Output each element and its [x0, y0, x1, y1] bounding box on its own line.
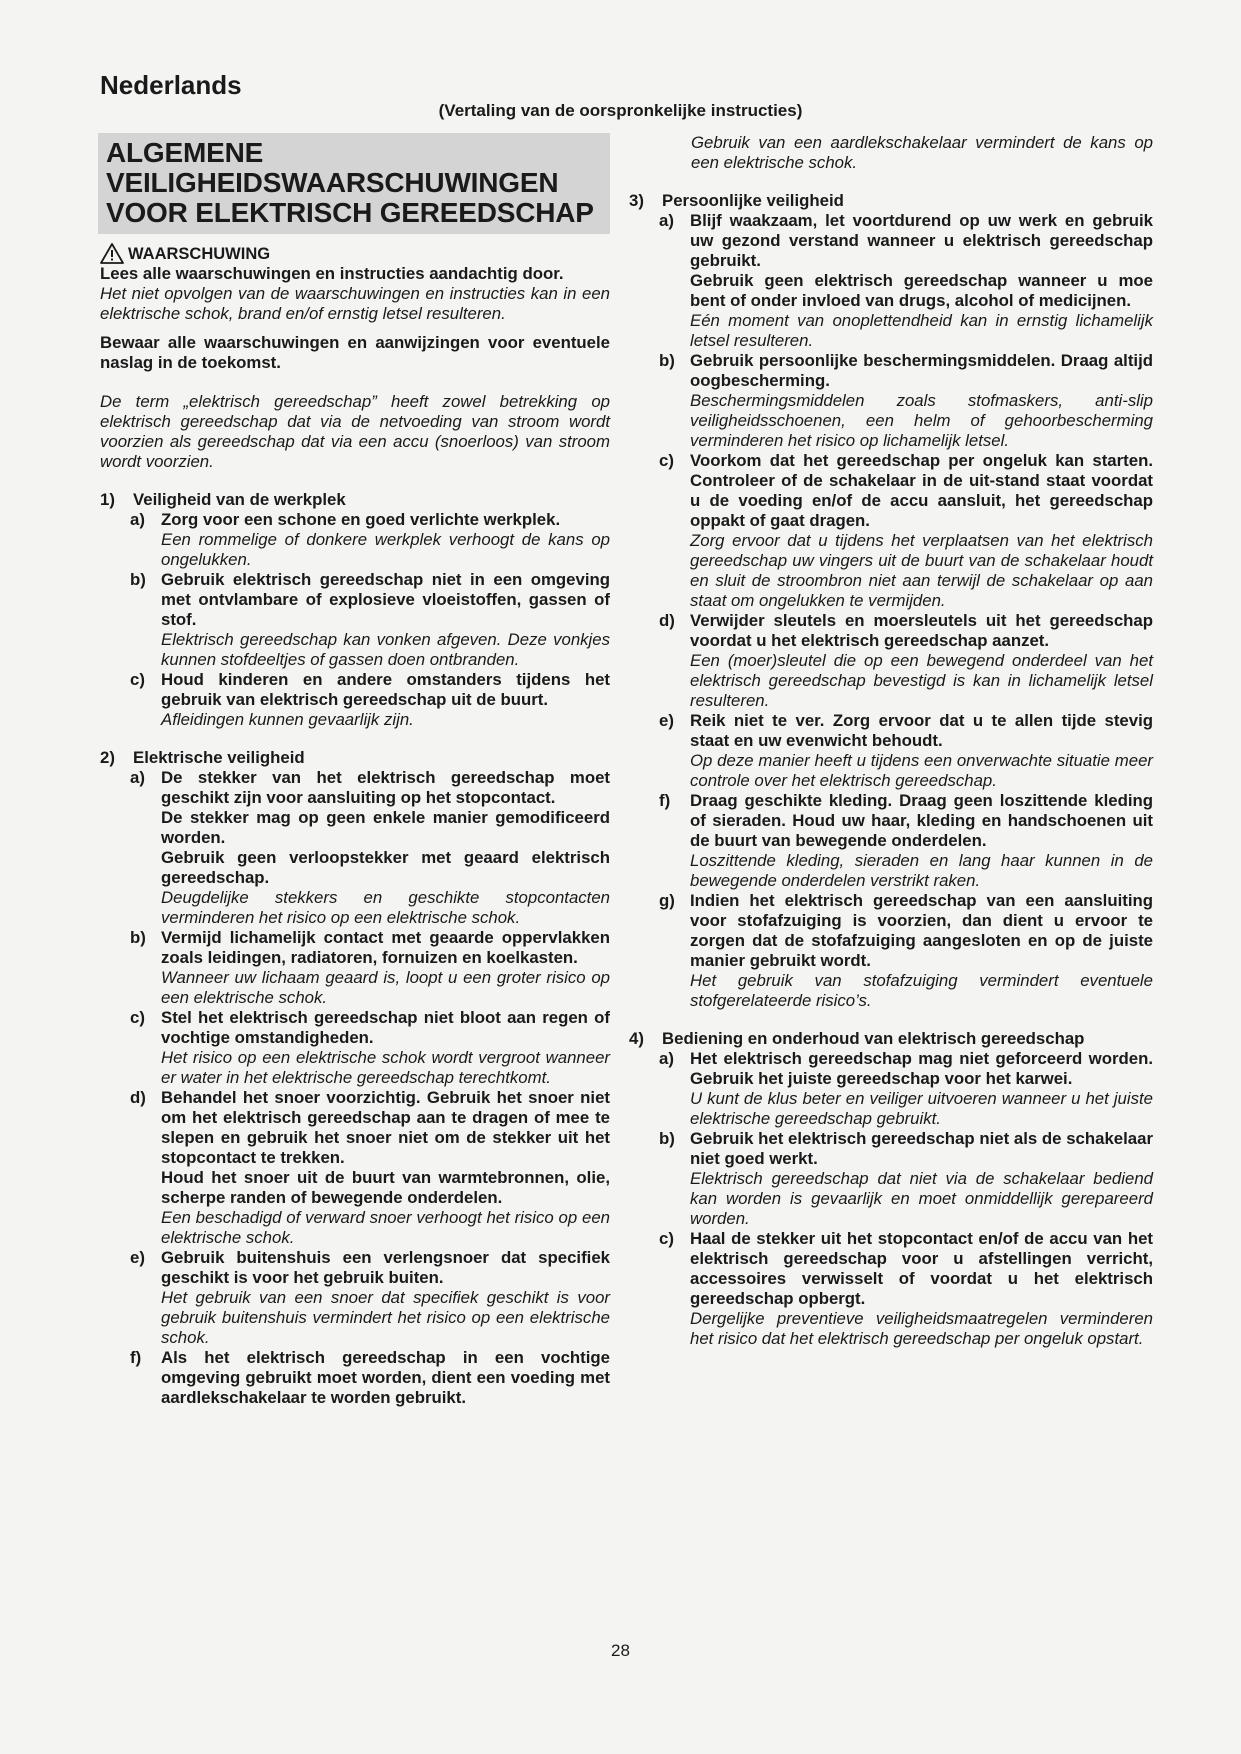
item-explanation: Afleidingen kunnen gevaarlijk zijn.: [161, 710, 414, 729]
item-explanation: Op deze manier heeft u tijdens een onverwachte situatie meer controle over het elektrisch gereedschap.: [690, 751, 1153, 790]
item-instruction: Blijf waakzaam, let voortdurend op uw werk en gebruik uw gezond verstand wanneer u elektrisch gereedschap gebruikt.: [690, 211, 1153, 270]
page-title: Nederlands: [100, 70, 242, 100]
section-banner: ALGEMENE VEILIGHEIDSWAARSCHUWINGEN VOOR ELEKTRISCH GEREEDSCHAP: [98, 133, 610, 234]
item-letter: c): [659, 1229, 674, 1248]
item-letter: a): [659, 1049, 674, 1068]
section-4-number: 4): [629, 1029, 644, 1048]
item-letter: c): [659, 451, 674, 470]
section-1-heading: [100, 490, 610, 510]
section-3-item-c: [659, 451, 1153, 611]
item-letter: f): [659, 791, 671, 810]
item-explanation: Het risico op een elektrische schok wordt vergroot wanneer er water in het elektrische gereedschap terechtkomt.: [161, 1048, 610, 1087]
section-2-item-a: [130, 768, 610, 928]
section-2-number: 2): [100, 748, 115, 767]
section-2-item-f-explanation: Gebruik van een aardlekschakelaar vermindert de kans op een elektrische schok.: [691, 133, 1153, 172]
item-explanation: Eén moment van onoplettendheid kan in ernstig lichamelijk letsel resulteren.: [690, 311, 1153, 350]
item-instruction: Gebruik buitenshuis een verlengsnoer dat specifiek geschikt is voor het gebruik buiten.: [161, 1248, 610, 1287]
item-explanation: Dergelijke preventieve veiligheidsmaatregelen verminderen het risico dat het elektrisch gereedschap per ongeluk opstart.: [690, 1309, 1153, 1348]
item-explanation: Wanneer uw lichaam geaard is, loopt u een groter risico op een elektrische schok.: [161, 968, 610, 1007]
item-explanation: Zorg ervoor dat u tijdens het verplaatsen van het elektrisch gereedschap uw vingers uit de buurt van de schakelaar houdt en sluit de stroombron niet aan terwijl de schakelaar op aan staat om ongelukken te vermijden.: [690, 531, 1153, 610]
section-3-item-f: [659, 791, 1153, 891]
warning-heading: [100, 243, 610, 264]
section-1-item-b: [130, 570, 610, 670]
section-2-item-f: [130, 1348, 610, 1408]
section-3-item-b: [659, 351, 1153, 451]
item-explanation: Het gebruik van stofafzuiging vermindert eventuele stofgerelateerde risico’s.: [690, 971, 1153, 1010]
item-explanation: U kunt de klus beter en veiliger uitvoeren wanneer u het juiste elektrische gereedschap gebruikt.: [690, 1089, 1153, 1128]
warning-label: WAARSCHUWING: [128, 244, 271, 263]
item-explanation: Beschermingsmiddelen zoals stofmaskers, anti-slip veiligheidsschoenen, een helm of gehoorbescherming verminderen het risico op lichamelijk letsel.: [690, 391, 1153, 450]
item-letter: f): [130, 1348, 142, 1367]
warning-consequence: Het niet opvolgen van de waarschuwingen en instructies kan in een elektrische schok, brand en/of ernstig letsel resulteren.: [100, 284, 610, 323]
item-explanation: Het gebruik van een snoer dat specifiek geschikt is voor gebruik buitenshuis vermindert het risico op een elektrische schok.: [161, 1288, 610, 1347]
translation-subtitle: (Vertaling van de oorspronkelijke instructies): [438, 101, 803, 120]
item-instruction: Het elektrisch gereedschap mag niet geforceerd worden. Gebruik het juiste gereedschap voor het karwei.: [690, 1049, 1153, 1088]
item-letter: e): [659, 711, 674, 730]
warning-read-all: Lees alle waarschuwingen en instructies aandachtig door.: [100, 264, 564, 283]
section-4-item-b: [659, 1129, 1153, 1229]
item-explanation: Loszittende kleding, sieraden en lang haar kunnen in de bewegende onderdelen verstrikt raken.: [690, 851, 1153, 890]
section-2-heading: [100, 748, 610, 768]
item-instruction: Gebruik geen verloopstekker met geaard elektrisch gereedschap.: [161, 848, 610, 887]
item-letter: c): [130, 670, 145, 689]
item-instruction: Zorg voor een schone en goed verlichte werkplek.: [161, 510, 561, 529]
item-letter: c): [130, 1008, 145, 1027]
item-instruction: Stel het elektrisch gereedschap niet bloot aan regen of vochtige omstandigheden.: [161, 1008, 610, 1047]
section-4-item-a: [659, 1049, 1153, 1129]
section-4-item-c: [659, 1229, 1153, 1349]
item-letter: a): [130, 768, 145, 787]
item-explanation: Een beschadigd of verward snoer verhoogt het risico op een elektrische schok.: [161, 1208, 610, 1247]
section-4-heading: [629, 1029, 1153, 1049]
item-instruction: Gebruik elektrisch gereedschap niet in een omgeving met ontvlambare of explosieve vloeistoffen, gassen of stof.: [161, 570, 610, 629]
section-2-item-d: [130, 1088, 610, 1248]
section-2-item-b: [130, 928, 610, 1008]
section-1-number: 1): [100, 490, 115, 509]
item-instruction: Gebruik het elektrisch gereedschap niet als de schakelaar niet goed werkt.: [690, 1129, 1153, 1168]
item-explanation: Deugdelijke stekkers en geschikte stopcontacten verminderen het risico op een elektrische schok.: [161, 888, 610, 927]
item-instruction: De stekker van het elektrisch gereedschap moet geschikt zijn voor aansluiting op het stopcontact.: [161, 768, 610, 807]
section-2-item-c: [130, 1008, 610, 1088]
item-letter: a): [659, 211, 674, 230]
section-3-item-g: [659, 891, 1153, 1011]
item-instruction: Draag geschikte kleding. Draag geen loszittende kleding of sieraden. Houd uw haar, kleding en handschoenen uit de buurt van bewegende onderdelen.: [690, 791, 1153, 850]
item-instruction: Behandel het snoer voorzichtig. Gebruik het snoer niet om het elektrisch gereedschap aan te dragen of mee te slepen en gebruik het snoer niet om de stekker uit het stopcontact te trekken.: [161, 1088, 610, 1167]
item-letter: d): [659, 611, 675, 630]
item-instruction: Indien het elektrisch gereedschap van een aansluiting voor stofafzuiging is voorzien, dan dient u ervoor te zorgen dat de stofafzuiging aangesloten en op de juiste manier gebruikt wordt.: [690, 891, 1153, 970]
item-instruction: Als het elektrisch gereedschap in een vochtige omgeving gebruikt moet worden, dient een voeding met aardlekschakelaar te worden gebruikt.: [161, 1348, 610, 1407]
item-explanation: Een rommelige of donkere werkplek verhoogt de kans op ongelukken.: [161, 530, 610, 569]
item-letter: b): [130, 928, 146, 947]
item-letter: a): [130, 510, 145, 529]
section-1-item-a: [130, 510, 610, 570]
section-2-title: Elektrische veiligheid: [133, 748, 305, 767]
item-instruction: Haal de stekker uit het stopcontact en/of de accu van het elektrisch gereedschap voor u afstellingen verricht, accessoires verwisselt of voordat u het elektrisch gereedschap opbergt.: [690, 1229, 1153, 1308]
item-explanation: Elektrisch gereedschap kan vonken afgeven. Deze vonkjes kunnen stofdeeltjes of gassen doen ontbranden.: [161, 630, 610, 669]
item-instruction: Reik niet te ver. Zorg ervoor dat u te allen tijde stevig staat en uw evenwicht behoudt.: [690, 711, 1153, 750]
warning-keep: Bewaar alle waarschuwingen en aanwijzingen voor eventuele naslag in de toekomst.: [100, 333, 610, 372]
left-column: [100, 133, 610, 1408]
warning-term: De term „elektrisch gereedschap” heeft zowel betrekking op elektrisch gereedschap dat via de netvoeding van stroom wordt voorzien als gereedschap dat via een accu (snoerloos) van stroom wordt voorzien.: [100, 392, 610, 471]
section-3-item-a: [659, 211, 1153, 351]
item-letter: b): [659, 1129, 675, 1148]
item-letter: d): [130, 1088, 146, 1107]
section-3-number: 3): [629, 191, 644, 210]
item-letter: e): [130, 1248, 145, 1267]
item-instruction: Houd het snoer uit de buurt van warmtebronnen, olie, scherpe randen of bewegende onderdelen.: [161, 1168, 610, 1207]
section-3-title: Persoonlijke veiligheid: [662, 191, 844, 210]
page-number: 28: [611, 1641, 630, 1660]
warning-triangle-icon: [100, 243, 124, 264]
section-1-item-c: [130, 670, 610, 730]
section-4-title: Bediening en onderhoud van elektrisch gereedschap: [662, 1029, 1085, 1048]
section-2-item-e: [130, 1248, 610, 1348]
section-1-title: Veiligheid van de werkplek: [133, 490, 346, 509]
item-explanation: Een (moer)sleutel die op een bewegend onderdeel van het elektrisch gereedschap bevestigd is kan in lichamelijk letsel resulteren.: [690, 651, 1153, 710]
section-3-heading: [629, 191, 1153, 211]
item-letter: b): [659, 351, 675, 370]
item-instruction: Houd kinderen en andere omstanders tijdens het gebruik van elektrisch gereedschap uit de buurt.: [161, 670, 610, 709]
item-explanation: Elektrisch gereedschap dat niet via de schakelaar bediend kan worden is gevaarlijk en moet onmiddellijk gerepareerd worden.: [690, 1169, 1153, 1228]
item-instruction: Vermijd lichamelijk contact met geaarde oppervlakken zoals leidingen, radiatoren, fornuizen en koelkasten.: [161, 928, 610, 967]
section-3-item-e: [659, 711, 1153, 791]
item-instruction: Gebruik geen elektrisch gereedschap wanneer u moe bent of onder invloed van drugs, alcohol of medicijnen.: [690, 271, 1153, 310]
item-instruction: Verwijder sleutels en moersleutels uit het gereedschap voordat u het elektrisch gereedschap aanzet.: [690, 611, 1153, 650]
section-3-item-d: [659, 611, 1153, 711]
right-column: [629, 133, 1153, 1349]
item-instruction: Voorkom dat het gereedschap per ongeluk kan starten. Controleer of de schakelaar in de uit-stand staat voordat u de voeding en/of de accu aansluit, het gereedschap oppakt of gaat dragen.: [690, 451, 1153, 530]
item-letter: b): [130, 570, 146, 589]
item-instruction: Gebruik persoonlijke beschermingsmiddelen. Draag altijd oogbescherming.: [690, 351, 1153, 390]
item-instruction: De stekker mag op geen enkele manier gemodificeerd worden.: [161, 808, 610, 847]
item-letter: g): [659, 891, 675, 910]
